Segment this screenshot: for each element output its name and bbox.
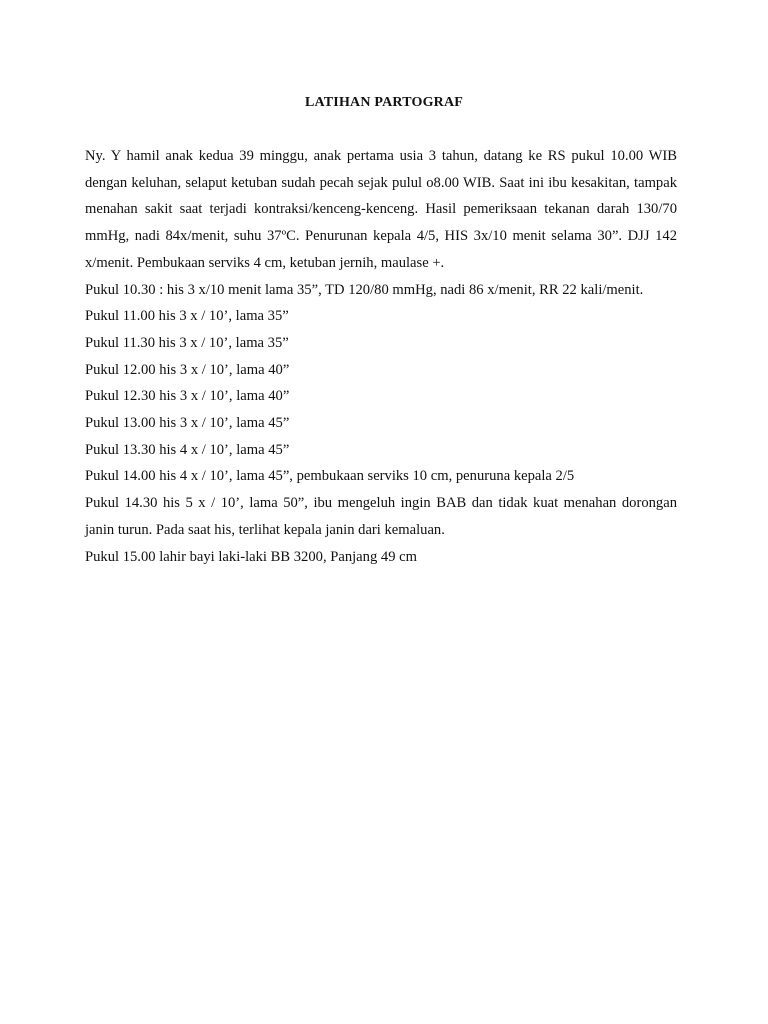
observation-entry-1300: Pukul 13.00 his 3 x / 10’, lama 45” <box>85 415 290 432</box>
case-description: Ny. Y hamil anak kedua 39 minggu, anak pertama usia 3 tahun, datang ke RS pukul 10.00 WIB dengan keluhan, selaput ketuban sudah pecah sejak pulul o8.00 WIB. Saat ini ibu kesakitan, tampak menahan sakit saat terjadi kontraksi/kenceng-kenceng. Hasil pemeriksaan tekanan darah 130/70 mmHg, nadi 84x/menit, suhu 37ºC. Penurunan kepala 4/5, HIS 3x/10 menit selama 30”. DJJ 142 x/menit. Pembukaan serviks 4 cm, ketuban jernih, maulase +. <box>85 148 677 271</box>
observation-entry-1500: Pukul 15.00 lahir bayi laki-laki BB 3200, Panjang 49 cm <box>85 548 417 565</box>
observation-entry-1230: Pukul 12.30 his 3 x / 10’, lama 40” <box>85 388 290 405</box>
observation-entry-1130: Pukul 11.30 his 3 x / 10’, lama 35” <box>85 334 289 351</box>
document-title: LATIHAN PARTOGRAF <box>304 95 464 110</box>
observation-entry-1030: Pukul 10.30 : his 3 x/10 menit lama 35”, TD 120/80 mmHg, nadi 86 x/menit, RR 22 kali/menit. <box>85 281 644 298</box>
observation-entry-1200: Pukul 12.00 his 3 x / 10’, lama 40” <box>85 361 290 378</box>
observation-entry-1430: Pukul 14.30 his 5 x / 10’, lama 50”, ibu mengeluh ingin BAB dan tidak kuat menahan dorongan janin turun. Pada saat his, terlihat kepala janin dari kemaluan. <box>85 495 677 538</box>
document-body <box>85 143 677 570</box>
observation-entry-1330: Pukul 13.30 his 4 x / 10’, lama 45” <box>85 441 290 458</box>
observation-entry-1100: Pukul 11.00 his 3 x / 10’, lama 35” <box>85 308 289 325</box>
observation-entry-1400: Pukul 14.00 his 4 x / 10’, lama 45”, pembukaan serviks 10 cm, penuruna kepala 2/5 <box>85 468 575 485</box>
